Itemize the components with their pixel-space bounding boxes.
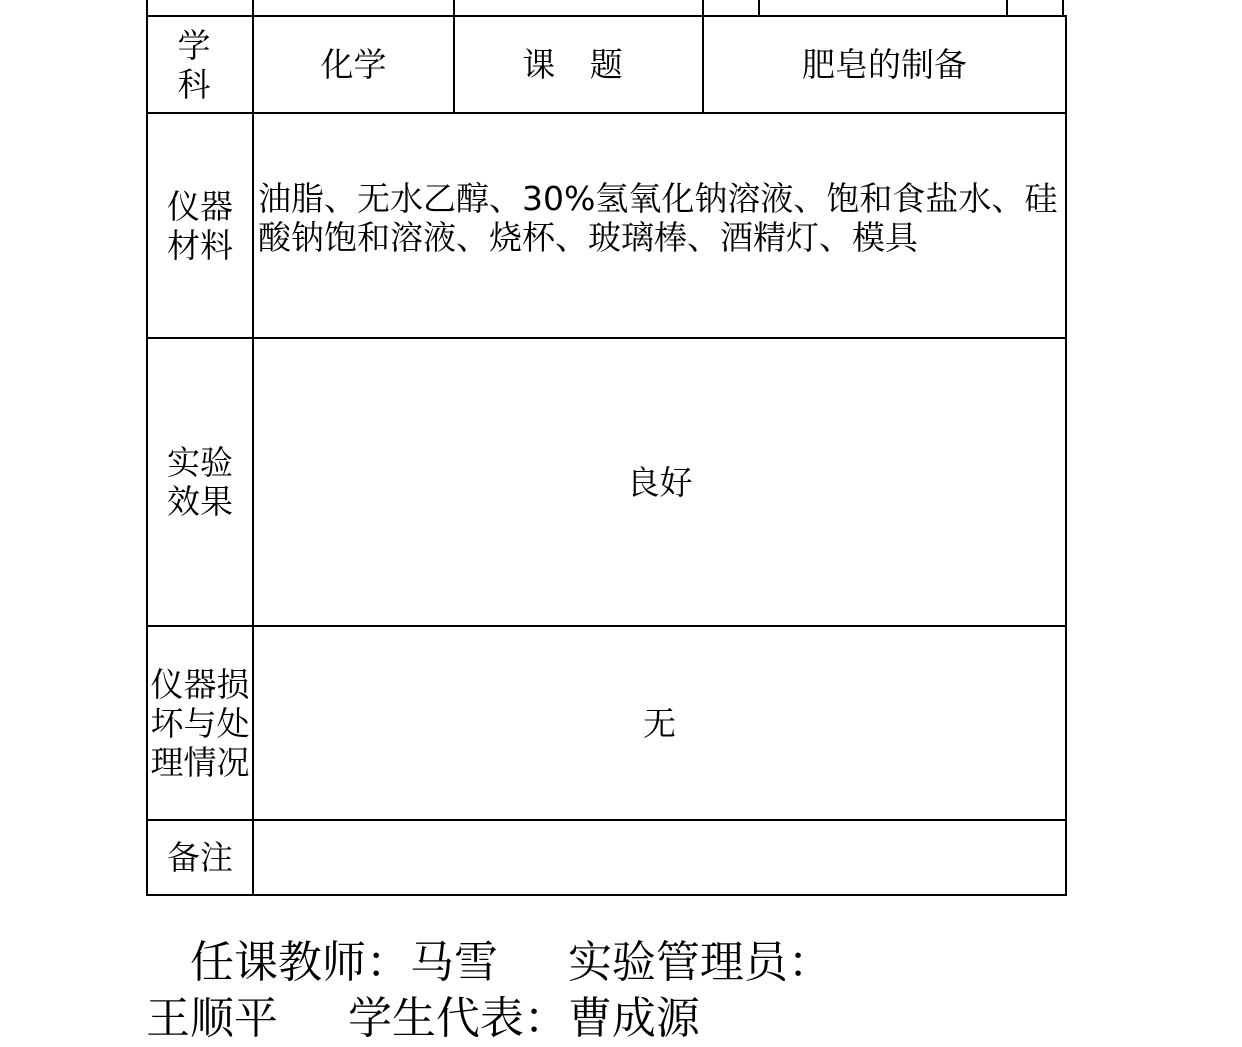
topic-label: 课 题 bbox=[454, 16, 703, 113]
remarks-value bbox=[253, 820, 1066, 895]
previous-row-border bbox=[1062, 0, 1064, 16]
admin-label: 实验管理员： bbox=[567, 937, 832, 988]
previous-row-border bbox=[252, 0, 254, 16]
previous-row-border bbox=[702, 0, 704, 16]
previous-row-border bbox=[453, 0, 455, 16]
table-row bbox=[147, 626, 1066, 820]
damage-value: 无 bbox=[253, 626, 1066, 820]
topic-value: 肥皂的制备 bbox=[703, 16, 1066, 113]
signature-line bbox=[146, 935, 1106, 1047]
previous-row-border bbox=[758, 0, 760, 16]
admin-name: 王顺平 bbox=[146, 993, 278, 1044]
subject-label: 学 科 bbox=[147, 16, 253, 113]
previous-row-border bbox=[1006, 0, 1008, 16]
previous-row-border bbox=[146, 0, 148, 16]
subject-value: 化学 bbox=[253, 16, 454, 113]
remarks-label: 备注 bbox=[147, 820, 253, 895]
table-row bbox=[147, 820, 1066, 895]
materials-label: 仪器 材料 bbox=[147, 113, 253, 338]
student-name: 曹成源 bbox=[567, 993, 700, 1044]
student-label: 学生代表： bbox=[347, 993, 568, 1044]
teacher-name: 马雪 bbox=[410, 937, 498, 988]
damage-label: 仪器损 坏与处 理情况 bbox=[147, 626, 253, 820]
effect-value: 良好 bbox=[253, 338, 1066, 626]
effect-label: 实验 效果 bbox=[147, 338, 253, 626]
table-row bbox=[147, 338, 1066, 626]
table-row bbox=[147, 16, 1066, 113]
teacher-label: 任课教师： bbox=[190, 937, 410, 988]
table-row bbox=[147, 113, 1066, 338]
experiment-record-table bbox=[146, 15, 1067, 896]
materials-value: 油脂、无水乙醇、30%氢氧化钠溶液、饱和食盐水、硅酸钠饱和溶液、烧杯、玻璃棒、酒精灯、模具 bbox=[253, 113, 1066, 338]
